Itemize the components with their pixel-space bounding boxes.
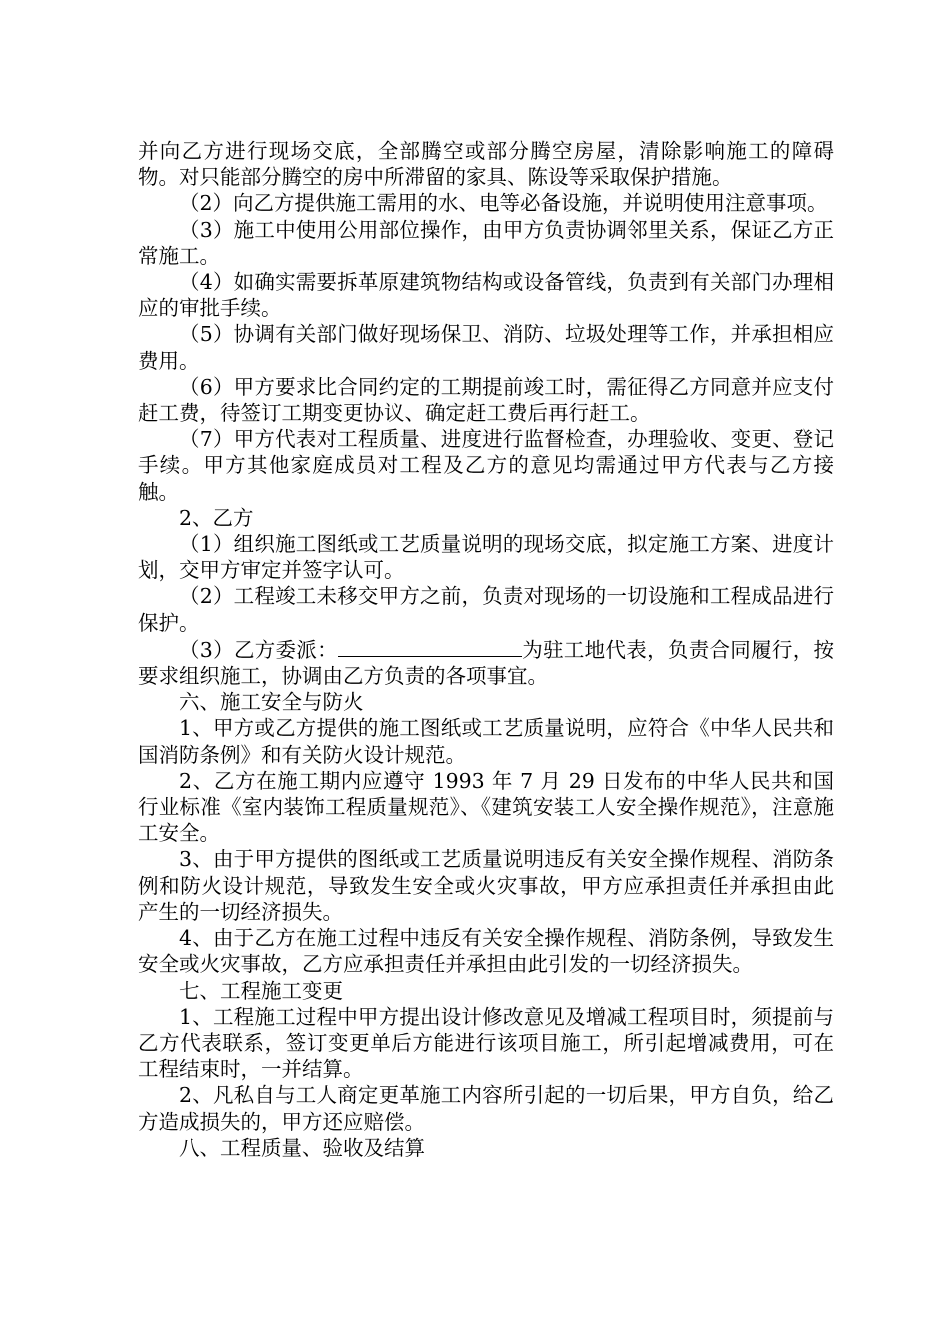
heading-section-8: 八、工程质量、验收及结算 — [179, 1135, 425, 1160]
paragraph-party-a-item-2: （2）向乙方提供施工需用的水、电等必备设施，并说明使用注意事项。 — [179, 191, 828, 216]
paragraph-party-a-item-4: （4）如确实需要拆革原建筑物结构或设备管线，负责到有关部门办理相应的审批手续。 — [138, 270, 834, 321]
heading-section-6: 六、施工安全与防火 — [179, 690, 364, 715]
paragraph-party-a-item-6: （6）甲方要求比合同约定的工期提前竣工时，需征得乙方同意并应支付赶工费，待签订工期变更协议、确定赶工费后再行赶工。 — [138, 374, 834, 426]
paragraph-section-6-item-2: 2、乙方在施工期内应遵守 1993 年 7 月 29 日发布的中华人民共和国行业标准《室内装饰工程质量规范》、《建筑安装工人安全操作规范》，注意施工安全。 — [138, 768, 834, 846]
paragraph-party-b-item-1: （1）组织施工图纸或工艺质量说明的现场交底，拟定施工方案、进度计划，交甲方审定并签字认可。 — [138, 532, 834, 583]
heading-party-b: 2、乙方 — [179, 505, 254, 530]
paragraph-party-a-item-7: （7）甲方代表对工程质量、进度进行监督检查，办理验收、变更、登记手续。甲方其他家庭成员对工程及乙方的意见均需通过甲方代表与乙方接触。 — [138, 427, 834, 504]
paragraph-party-b-item-2: （2）工程竣工未移交甲方之前，负责对现场的一切设施和工程成品进行保护。 — [138, 584, 834, 635]
document-body — [138, 138, 834, 1161]
paragraph-continuation: 并向乙方进行现场交底，全部腾空或部分腾空房屋，清除影响施工的障碍物。对只能部分腾空的房中所滞留的家具、陈设等采取保护措施。 — [138, 139, 834, 190]
paragraph-party-a-item-5: （5）协调有关部门做好现场保卫、消防、垃圾处理等工作，并承担相应费用。 — [138, 322, 834, 373]
representative-blank-line — [338, 636, 522, 657]
paragraph-party-b-item-3 — [138, 636, 834, 689]
heading-section-7: 七、工程施工变更 — [179, 978, 343, 1003]
paragraph-section-7-item-1: 1、工程施工过程中甲方提出设计修改意见及增减工程项目时，须提前与乙方代表联系，签订变更单后方能进行该项目施工，所引起增减费用，可在工程结束时，一并结算。 — [138, 1004, 834, 1082]
paragraph-section-7-item-2: 2、凡私自与工人商定更革施工内容所引起的一切后果，甲方自负，给乙方造成损失的，甲方还应赔偿。 — [138, 1083, 834, 1134]
paragraph-section-6-item-1: 1、甲方或乙方提供的施工图纸或工艺质量说明，应符合《中华人民共和国消防条例》和有关防火设计规范。 — [138, 716, 834, 767]
paragraph-section-6-item-3: 3、由于甲方提供的图纸或工艺质量说明违反有关安全操作规程、消防条例和防火设计规范，导致发生安全或火灾事故，甲方应承担责任并承担由此产生的一切经济损失。 — [138, 847, 834, 924]
paragraph-party-b-item-3-rest: 为驻工地代表，负责合同履行，按要求组织施工，协调由乙方负责的各项事宜。 — [138, 637, 835, 689]
paragraph-party-b-item-3-lead: （3）乙方委派： — [179, 637, 338, 662]
paragraph-section-6-item-4: 4、由于乙方在施工过程中违反有关安全操作规程、消防条例，导致发生安全或火灾事故，乙方应承担责任并承担由此引发的一切经济损失。 — [138, 926, 834, 977]
paragraph-party-a-item-3: （3）施工中使用公用部位操作，由甲方负责协调邻里关系，保证乙方正常施工。 — [138, 217, 834, 268]
